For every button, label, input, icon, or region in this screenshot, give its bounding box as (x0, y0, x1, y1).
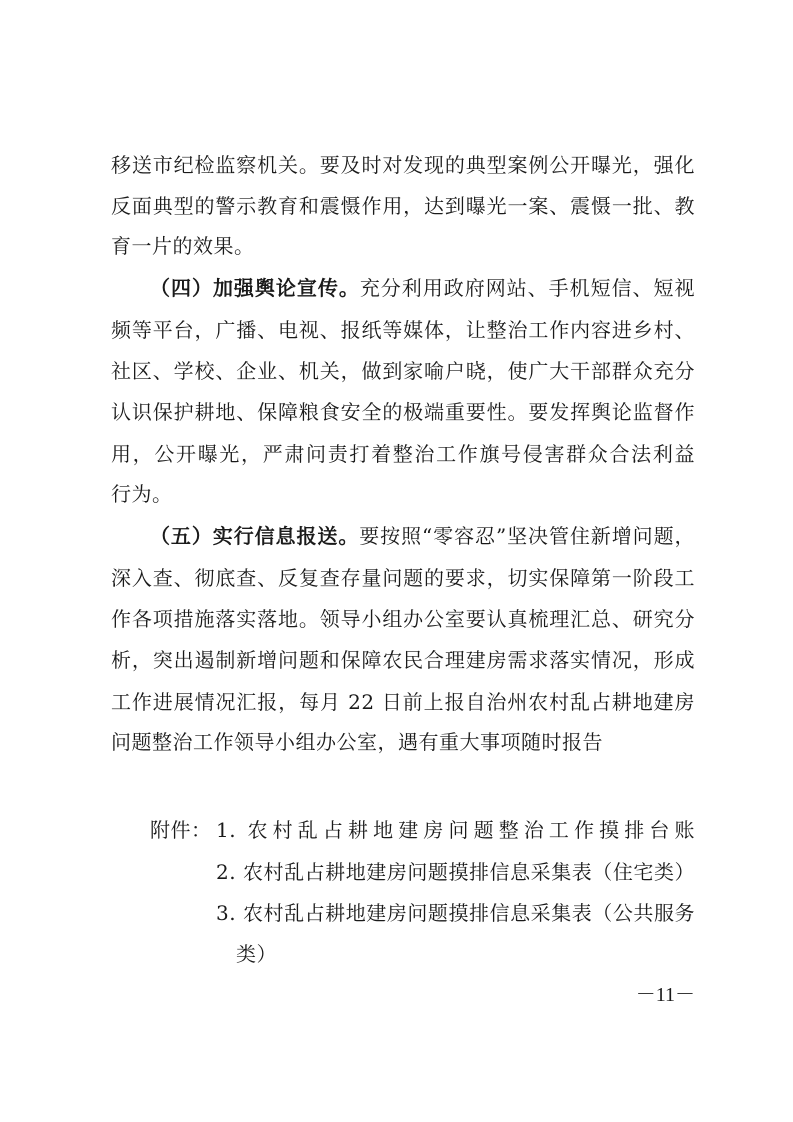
body-line-lead (150, 516, 695, 556)
body-line: 作各项措施落实落地。领导小组办公室要认真梳理汇总、研究分 (111, 607, 695, 631)
section-heading-5: （五）实行信息报送。 (150, 524, 360, 548)
attachment-item: 3. 农村乱占耕地建房问题摸排信息采集表（公共服务 (216, 901, 695, 925)
page-number: －11－ (635, 984, 695, 1006)
body-line: 频等平台，广播、电视、报纸等媒体，让整治工作内容进乡村、 (111, 318, 695, 342)
attachment-item-continuation: 类） (236, 942, 277, 966)
body-line: 深入查、彻底查、反复查存量问题的要求，切实保障第一阶段工 (111, 566, 695, 590)
body-line: 用，公开曝光，严肃问责打着整治工作旗号侵害群众合法利益 (111, 442, 695, 466)
body-line: 反面典型的警示教育和震慑作用，达到曝光一案、震慑一批、教 (111, 194, 695, 218)
body-line: 认识保护耕地、保障粮食安全的极端重要性。要发挥舆论监督作 (111, 400, 695, 424)
body-line: 析，突出遏制新增问题和保障农民合理建房需求落实情况，形成 (111, 648, 695, 672)
body-line: 问题整治工作领导小组办公室，遇有重大事项随时报告 (111, 730, 603, 754)
body-line: 工作进展情况汇报，每月 22 日前上报自治州农村乱占耕地建房 (111, 690, 695, 714)
body-line: 行为。 (111, 482, 173, 506)
body-text: 要按照“零容忍”坚决管住新增问题， (359, 524, 695, 548)
attachment-item: 2. 农村乱占耕地建房问题摸排信息采集表（住宅类） (216, 860, 695, 884)
attachment-item: 1. 农村乱占耕地建房问题整治工作摸排台账 (216, 818, 695, 842)
attachments-label: 附件： (150, 818, 212, 842)
body-line: 社区、学校、企业、机关，做到家喻户晓，使广大干部群众充分 (111, 359, 695, 383)
body-line-lead (150, 268, 695, 308)
body-text: 充分利用政府网站、手机短信、短视 (359, 276, 696, 300)
body-line: 移送市纪检监察机关。要及时对发现的典型案例公开曝光，强化 (111, 153, 695, 177)
body-line: 育一片的效果。 (111, 234, 255, 258)
section-heading-4: （四）加强舆论宣传。 (150, 276, 360, 300)
